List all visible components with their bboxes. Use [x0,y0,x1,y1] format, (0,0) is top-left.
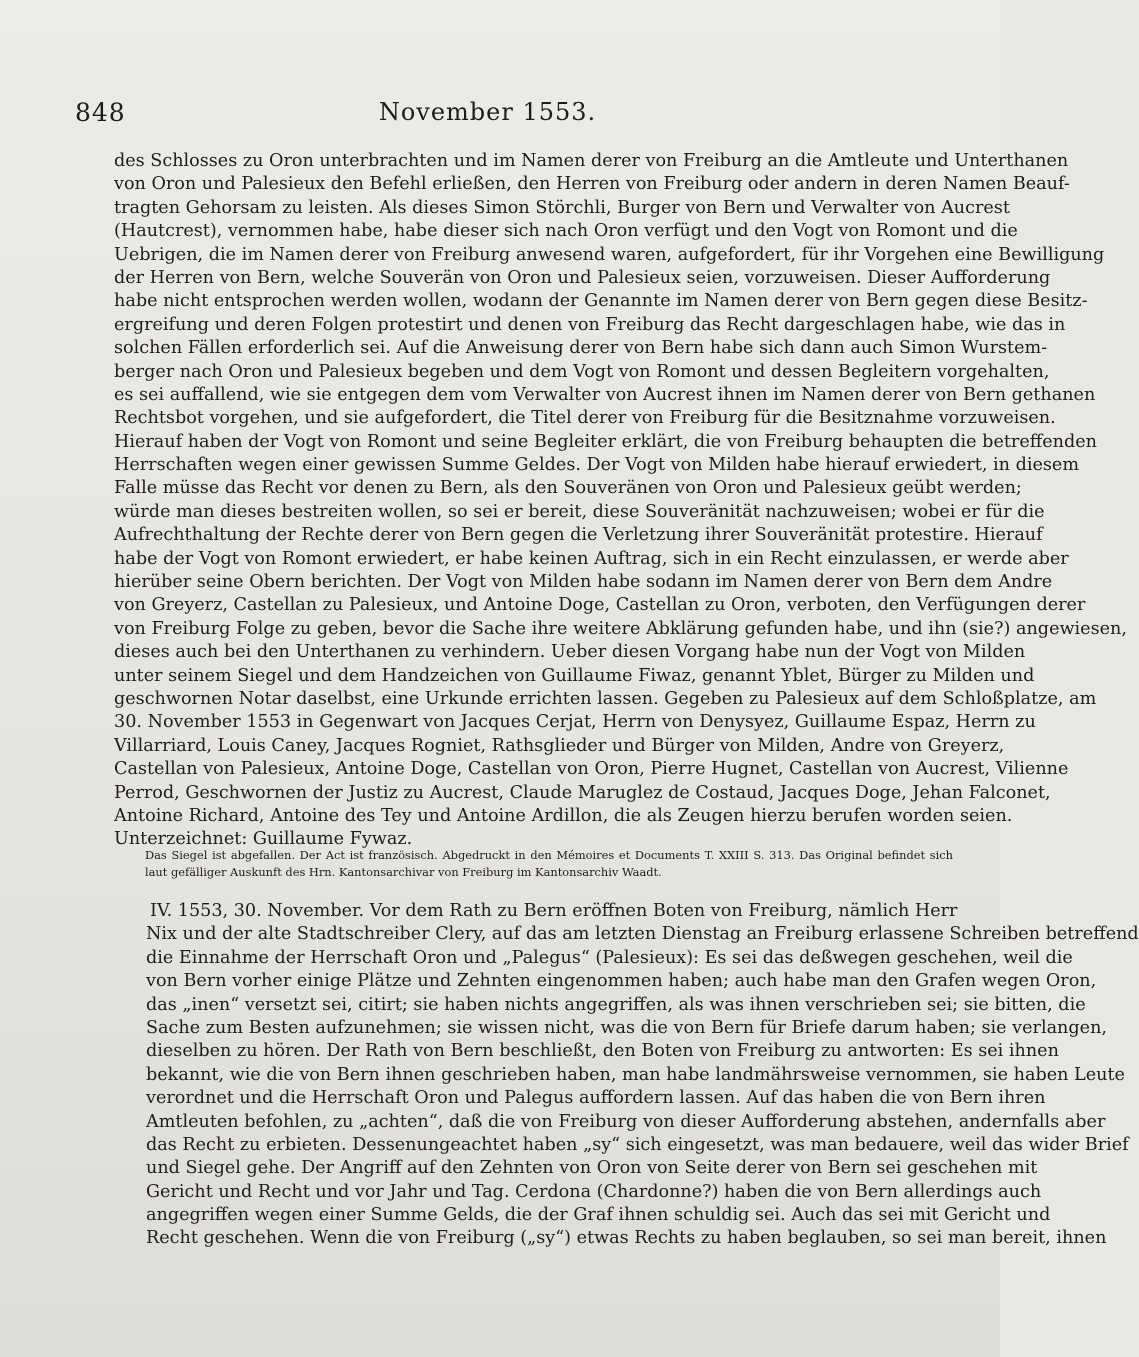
text-line: und Siegel gehe. Der Angriff auf den Zehnten von Oron von Seite derer von Bern sei geschehen mit [146,1158,1038,1179]
text-line: Castellan von Palesieux, Antoine Doge, Castellan von Oron, Pierre Hugnet, Castellan von Aucrest, Vilienne [114,759,1069,780]
running-head: November 1553. [378,98,597,126]
text-line: dieselben zu hören. Der Rath von Bern beschließt, den Boten von Freiburg zu antworten: Es sei ihnen [146,1041,1059,1062]
text-line: Uebrigen, die im Namen derer von Freiburg anwesend waren, aufgefordert, für ihr Vorgehen eine Bewilligung [114,244,1105,265]
footnote-line: laut gefälliger Auskunft des Hrn. Kantonsarchivar von Freiburg im Kantonsarchiv Waadt. [145,865,662,879]
text-line: die Einnahme der Herrschaft Oron und „Palegus“ (Palesieux): Es sei das deßwegen geschehen, weil die [146,947,1073,968]
text-line: Perrod, Geschwornen der Justiz zu Aucrest, Claude Maruglez de Costaud, Jacques Doge, Jehan Falconet, [114,782,1051,803]
text-line: unter seinem Siegel und dem Handzeichen von Guillaume Fiwaz, genannt Yblet, Bürger zu Milden und [114,665,1035,686]
text-line: berger nach Oron und Palesieux begeben und dem Vogt von Romont und dessen Begleitern vorgehalten, [114,361,1050,382]
text-line: 30. November 1553 in Gegenwart von Jacques Cerjat, Herrn von Denysyez, Guillaume Espaz, Herrn zu [114,712,1036,733]
text-line: tragten Gehorsam zu leisten. Als dieses Simon Störchli, Burger von Bern und Verwalter von Aucrest [114,197,1010,218]
text-line: Nix und der alte Stadtschreiber Clery, auf das am letzten Dienstag an Freiburg erlassene Schreiben betreffend [146,924,1139,945]
text-line: Aufrechthaltung der Rechte derer von Bern gegen die Verletzung ihrer Souveränität protestire. Hierauf [114,525,1043,546]
text-line: solchen Fällen erforderlich sei. Auf die Anweisung derer von Bern habe sich dann auch Simon Wurstem- [114,338,1048,359]
section-heading-line: IV. 1553, 30. November. Vor dem Rath zu Bern eröffnen Boten von Freiburg, nämlich Herr [150,901,958,921]
text-line: bekannt, wie die von Bern ihnen geschrieben haben, man habe landmährsweise vernommen, sie haben Leute [146,1064,1125,1085]
text-line: hierüber seine Obern berichten. Der Vogt von Milden habe sodann im Namen derer von Bern dem Andre [114,572,1053,593]
text-line: Unterzeichnet: Guillaume Fywaz. [114,829,413,850]
section-iv-block [146,900,1139,1251]
text-line: des Schlosses zu Oron unterbrachten und im Namen derer von Freiburg an die Amtleute und Unterthanen [114,151,1069,171]
text-line: angegriffen wegen einer Summe Gelds, die der Graf ihnen schuldig sei. Auch das sei mit Gericht und [146,1205,1051,1226]
text-line: Herrschaften wegen einer gewissen Summe Geldes. Der Vogt von Milden habe hierauf erwiedert, in diesem [114,455,1080,476]
text-line: (Hautcrest), vernommen habe, habe dieser sich nach Oron verfügt und den Vogt von Romont und die [114,221,1018,242]
text-line: Rechtsbot vorgehen, und sie aufgefordert, die Titel derer von Freiburg für die Besitznahme vorzuweisen. [114,408,1056,429]
text-line: habe nicht entsprochen werden wollen, wodann der Genannte im Namen derer von Bern gegen diese Besitz- [114,291,1088,312]
text-line: von Freiburg Folge zu geben, bevor die Sache ihre weitere Abklärung gefunden habe, und ihn (sie?) angewiesen, [114,618,1127,639]
text-line: Hierauf haben der Vogt von Romont und seine Begleiter erklärt, die von Freiburg behaupten die betreffenden [114,431,1097,452]
text-line: Falle müsse das Recht vor denen zu Bern, als den Souveränen von Oron und Palesieux geübt werden; [114,478,1022,499]
text-line: von Oron und Palesieux den Befehl erließen, den Herren von Freiburg oder andern in deren Namen Beauf- [114,174,1070,195]
text-line: dieses auch bei den Unterthanen zu verhindern. Ueber diesen Vorgang habe nun der Vogt von Milden [114,642,1026,663]
text-line: Amtleuten befohlen, zu „achten“, daß die von Freiburg von dieser Aufforderung abstehen, andernfalls aber [146,1111,1106,1132]
text-line: das „inen“ versetzt sei, citirt; sie haben nichts angegriffen, als was ihnen verschrieben sei; sie bitten, die [146,994,1086,1015]
text-line: Sache zum Besten aufzunehmen; sie wissen nicht, was die von Bern für Briefe darum haben; sie verlangen, [146,1017,1107,1038]
text-line: Villarriard, Louis Caney, Jacques Rogniet, Rathsglieder und Bürger von Milden, Andre von Greyerz, [114,735,1005,756]
text-line: es sei auffallend, wie sie entgegen dem vom Verwalter von Aucrest ihnen im Namen derer von Bern gethanen [114,384,1096,405]
footnote-block [145,847,953,881]
text-line: Recht geschehen. Wenn die von Freiburg („sy“) etwas Rechts zu haben beglauben, so sei man bereit, ihnen [146,1228,1107,1249]
text-line: verordnet und die Herrschaft Oron und Palegus auffordern lassen. Auf das haben die von Bern ihren [146,1088,1046,1109]
text-line: von Greyerz, Castellan zu Palesieux, und Antoine Doge, Castellan zu Oron, verboten, den Verfügungen derer [114,595,1086,616]
text-line: das Recht zu erbieten. Dessenungeachtet haben „sy“ sich eingesetzt, was man bedauere, weil das wider Brief [146,1134,1129,1155]
text-line: Antoine Richard, Antoine des Tey und Antoine Ardillon, die als Zeugen hierzu berufen worden seien. [114,805,1013,826]
text-line: habe der Vogt von Romont erwiedert, er habe keinen Auftrag, sich in ein Recht einzulassen, er werde aber [114,548,1069,569]
text-line: von Bern vorher einige Plätze und Zehnten eingenommen haben; auch habe man den Grafen wegen Oron, [146,971,1097,992]
main-text-block [114,150,1127,852]
text-line: Gericht und Recht und vor Jahr und Tag. Cerdona (Chardonne?) haben die von Bern allerdings auch [146,1181,1042,1202]
page-number: 848 [75,98,126,127]
text-line: geschwornen Notar daselbst, eine Urkunde errichten lassen. Gegeben zu Palesieux auf dem Schloßplatze, am [114,688,1097,709]
text-line: würde man dieses bestreiten wollen, so sei er bereit, diese Souveränität nachzuweisen; wobei er für die [114,501,1045,522]
page-header [75,98,900,132]
text-line: ergreifung und deren Folgen protestirt und denen von Freiburg das Recht dargeschlagen habe, wie das in [114,314,1066,335]
footnote-line: Das Siegel ist abgefallen. Der Act ist französisch. Abgedruckt in den Mémoires et Documents T. XXIII S. 313. Das Original befindet sich [145,848,953,862]
text-line: der Herren von Bern, welche Souverän von Oron und Palesieux seien, vorzuweisen. Dieser Aufforderung [114,267,1051,288]
